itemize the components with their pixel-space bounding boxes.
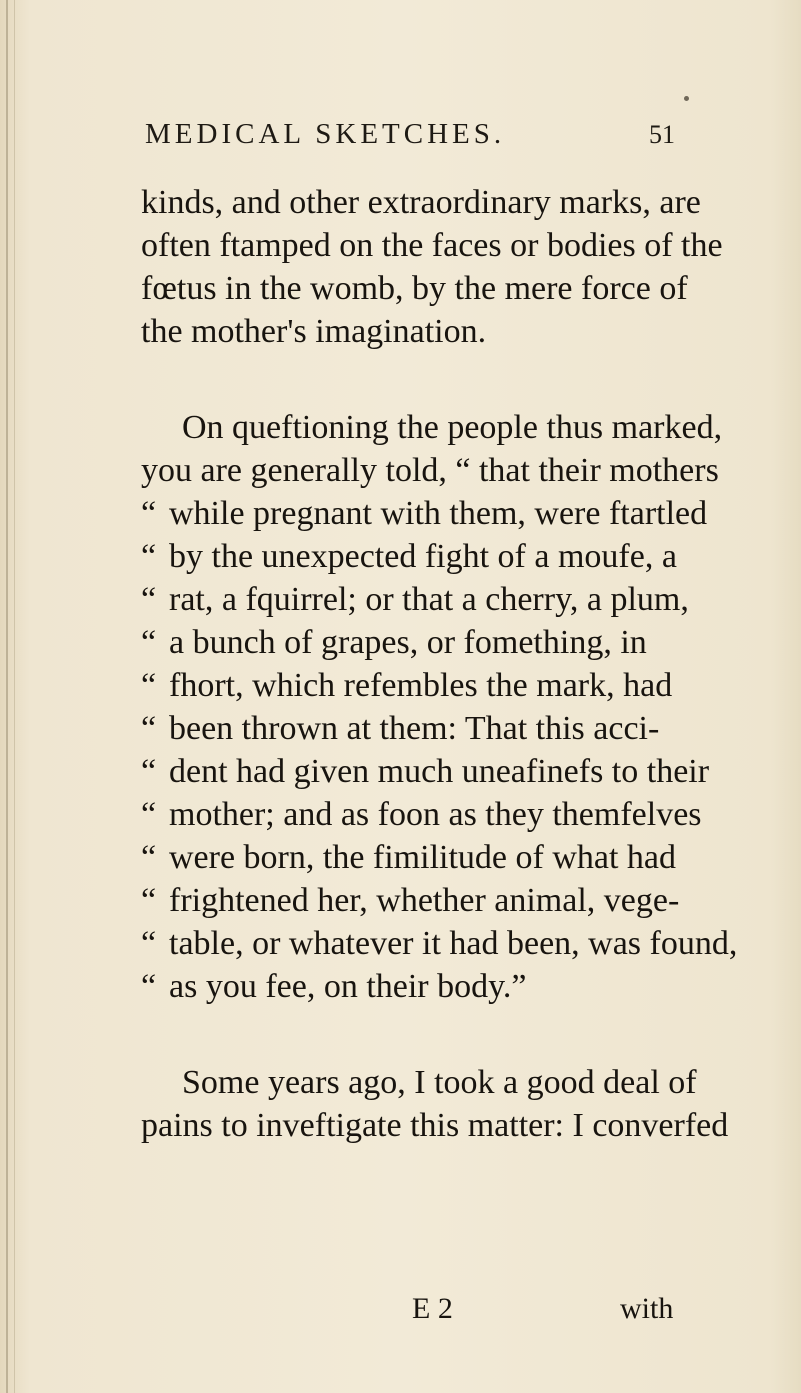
quote-mark: “ xyxy=(141,624,157,661)
page-edge-line xyxy=(6,0,8,1393)
quote-mark: “ xyxy=(141,538,157,575)
text-line: mother; and as foon as they themfelves xyxy=(169,796,702,833)
text-line: frightened her, whether animal, vege- xyxy=(169,882,680,919)
text-line: Some years ago, I took a good deal of xyxy=(182,1064,697,1101)
text-line: dent had given much uneafinefs to their xyxy=(169,753,710,790)
text-line: by the unexpected fight of a moufe, a xyxy=(169,538,677,575)
text-line: fœtus in the womb, by the mere force of xyxy=(141,270,688,307)
text-line: while pregnant with them, were ftartled xyxy=(169,495,708,532)
text-line: On queftioning the people thus marked, xyxy=(182,409,723,446)
quote-mark: “ xyxy=(141,495,157,532)
text-line: you are generally told, “ that their mothers xyxy=(141,452,719,489)
text-line: been thrown at them: That this acci- xyxy=(169,710,660,747)
page-edge-line xyxy=(14,0,15,1393)
text-line: often ftamped on the faces or bodies of the xyxy=(141,227,723,264)
ink-spot xyxy=(684,96,689,101)
text-line: kinds, and other extraordinary marks, are xyxy=(141,184,701,221)
quote-mark: “ xyxy=(141,925,157,962)
quote-mark: “ xyxy=(141,753,157,790)
quote-mark: “ xyxy=(141,882,157,919)
page-header xyxy=(145,118,675,168)
quote-mark: “ xyxy=(141,667,157,704)
page-number: 51 xyxy=(649,120,675,149)
text-line: the mother's imagination. xyxy=(141,313,487,350)
quote-mark: “ xyxy=(141,796,157,833)
text-line: fhort, which refembles the mark, had xyxy=(169,667,673,704)
signature-mark: E 2 xyxy=(412,1292,453,1325)
text-line: were born, the fimilitude of what had xyxy=(169,839,677,876)
text-line: a bunch of grapes, or fomething, in xyxy=(169,624,647,661)
catchword: with xyxy=(620,1292,674,1325)
text-line: as you fee, on their body.” xyxy=(169,968,527,1005)
quote-mark: “ xyxy=(141,581,157,618)
quote-mark: “ xyxy=(141,968,157,1005)
text-line: table, or whatever it had been, was found, xyxy=(169,925,738,962)
quote-mark: “ xyxy=(141,839,157,876)
text-line: rat, a fquirrel; or that a cherry, a plum, xyxy=(169,581,689,618)
quote-mark: “ xyxy=(141,710,157,747)
text-line: pains to inveftigate this matter: I converfed xyxy=(141,1107,729,1144)
running-head: MEDICAL SKETCHES. xyxy=(145,118,506,150)
